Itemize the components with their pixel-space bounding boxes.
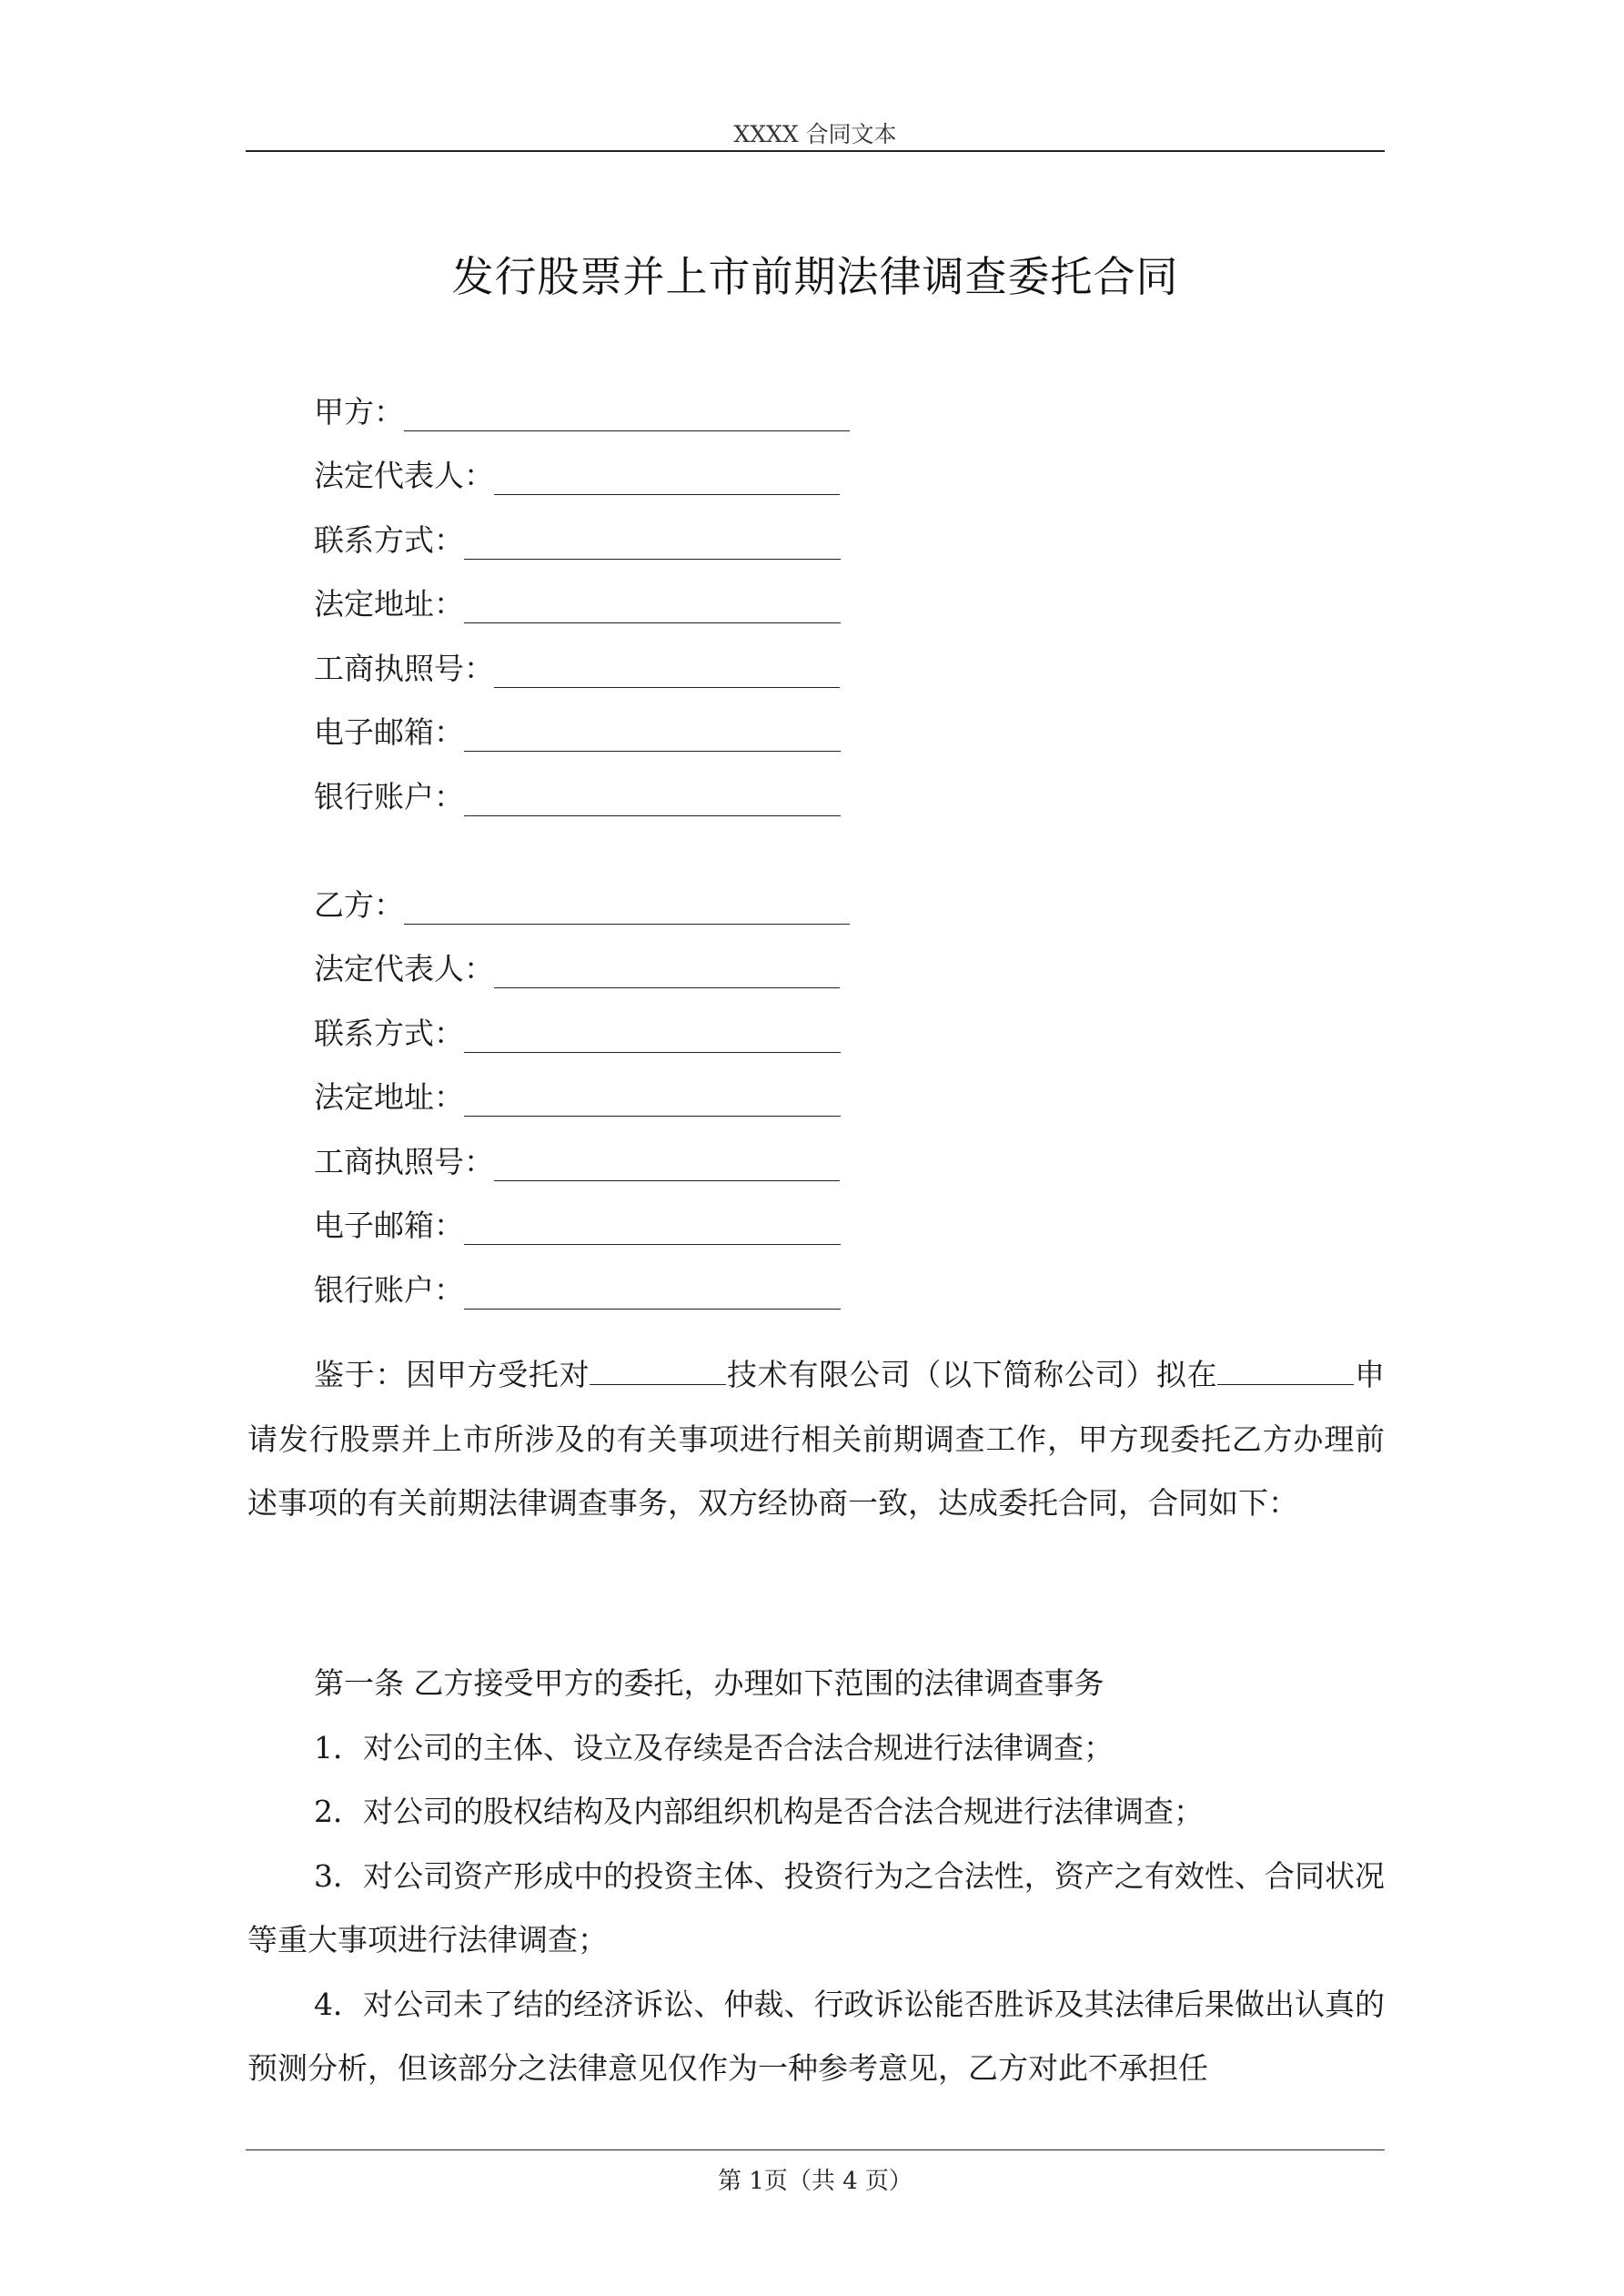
recital-text-2: 技术有限公司（以下简称公司）拟在: [726, 1357, 1218, 1392]
party-b-label: 法定代表人：: [314, 951, 494, 986]
party-b-row: [314, 860, 850, 925]
party-b-email-blank[interactable]: [464, 1217, 841, 1245]
party-a-name-blank[interactable]: [404, 403, 850, 431]
party-a-row: [314, 431, 850, 496]
party-b-row: [314, 1245, 850, 1310]
party-b-row: [314, 1181, 850, 1246]
page-header: XXXX 合同文本: [733, 121, 897, 147]
party-b-bank-blank[interactable]: [464, 1281, 841, 1310]
party-b-label: 乙方：: [314, 886, 404, 923]
party-a-address-blank[interactable]: [464, 595, 841, 623]
party-a-email-blank[interactable]: [464, 723, 841, 752]
party-b-row: [314, 1117, 850, 1181]
party-b-address-blank[interactable]: [464, 1088, 841, 1117]
party-b-row: [314, 988, 850, 1053]
party-a-label: 法定地址：: [314, 586, 464, 622]
party-a-row: [314, 752, 850, 816]
party-b-fields: [314, 860, 850, 1310]
party-b-label: 法定地址：: [314, 1079, 464, 1115]
party-a-label: 电子邮箱：: [314, 714, 464, 750]
party-b-label: 银行账户：: [314, 1271, 464, 1308]
party-b-label: 电子邮箱：: [314, 1208, 464, 1243]
party-b-license-blank[interactable]: [494, 1153, 840, 1181]
article-item: 3．对公司资产形成中的投资主体、投资行为之合法性，资产之有效性、合同状况等重大事项进行法律调查；: [247, 1857, 1385, 1957]
party-a-label: 甲方：: [314, 393, 404, 430]
party-a-row: [314, 495, 850, 560]
party-b-name-blank[interactable]: [404, 896, 850, 925]
party-a-label: 法定代表人：: [314, 458, 494, 493]
party-b-row: [314, 1053, 850, 1118]
party-a-row: [314, 688, 850, 753]
article-item: 4．对公司未了结的经济诉讼、仲裁、行政诉讼能否胜诉及其法律后果做出认真的预测分析，但该部分之法律意见仅作为一种参考意见，乙方对此不承担任: [247, 1986, 1385, 2086]
party-b-row: [314, 925, 850, 989]
party-a-label: 联系方式：: [314, 521, 464, 558]
company-name-blank[interactable]: [590, 1357, 726, 1385]
party-a-label: 银行账户：: [314, 778, 464, 814]
article-item: 2．对公司的股权结构及内部组织机构是否合法合规进行法律调查；: [314, 1794, 1204, 1829]
party-b-representative-blank[interactable]: [494, 960, 840, 988]
recital-text-3: 申请发行股票并上市所涉及的有关事项进行相关前期调查工作，甲方现委托乙方办理前述事项的有关前期法律调查事务，双方经协商一致，达成委托合同，合同如下：: [247, 1357, 1386, 1521]
party-a-contact-blank[interactable]: [464, 531, 841, 560]
document-title: 发行股票并上市前期法律调查委托合同: [451, 252, 1179, 301]
recital-section: [247, 1343, 1385, 1536]
party-a-bank-blank[interactable]: [464, 788, 841, 816]
party-a-row: [314, 367, 850, 431]
party-a-label: 工商执照号：: [314, 650, 494, 686]
exchange-location-blank[interactable]: [1217, 1357, 1354, 1385]
page-footer: 第 1页（共 4 页）: [718, 2168, 913, 2195]
article-heading: 第一条 乙方接受甲方的委托，办理如下范围的法律调查事务: [314, 1665, 1105, 1701]
footer-rule: [246, 2149, 1385, 2150]
party-b-contact-blank[interactable]: [464, 1025, 841, 1053]
recital-text-1: 鉴于：因甲方受托对: [314, 1357, 590, 1392]
article-item: 1．对公司的主体、设立及存续是否合法合规进行法律调查；: [314, 1729, 1114, 1765]
party-a-row: [314, 560, 850, 624]
party-a-license-blank[interactable]: [494, 660, 840, 688]
party-a-representative-blank[interactable]: [494, 467, 840, 495]
party-a-fields: [314, 367, 850, 816]
party-b-label: 工商执照号：: [314, 1143, 494, 1179]
party-a-row: [314, 623, 850, 688]
party-b-label: 联系方式：: [314, 1015, 464, 1051]
recital-paragraph: [247, 1343, 1385, 1536]
header-rule: [246, 150, 1385, 152]
article-one-section: [247, 1652, 1385, 2101]
